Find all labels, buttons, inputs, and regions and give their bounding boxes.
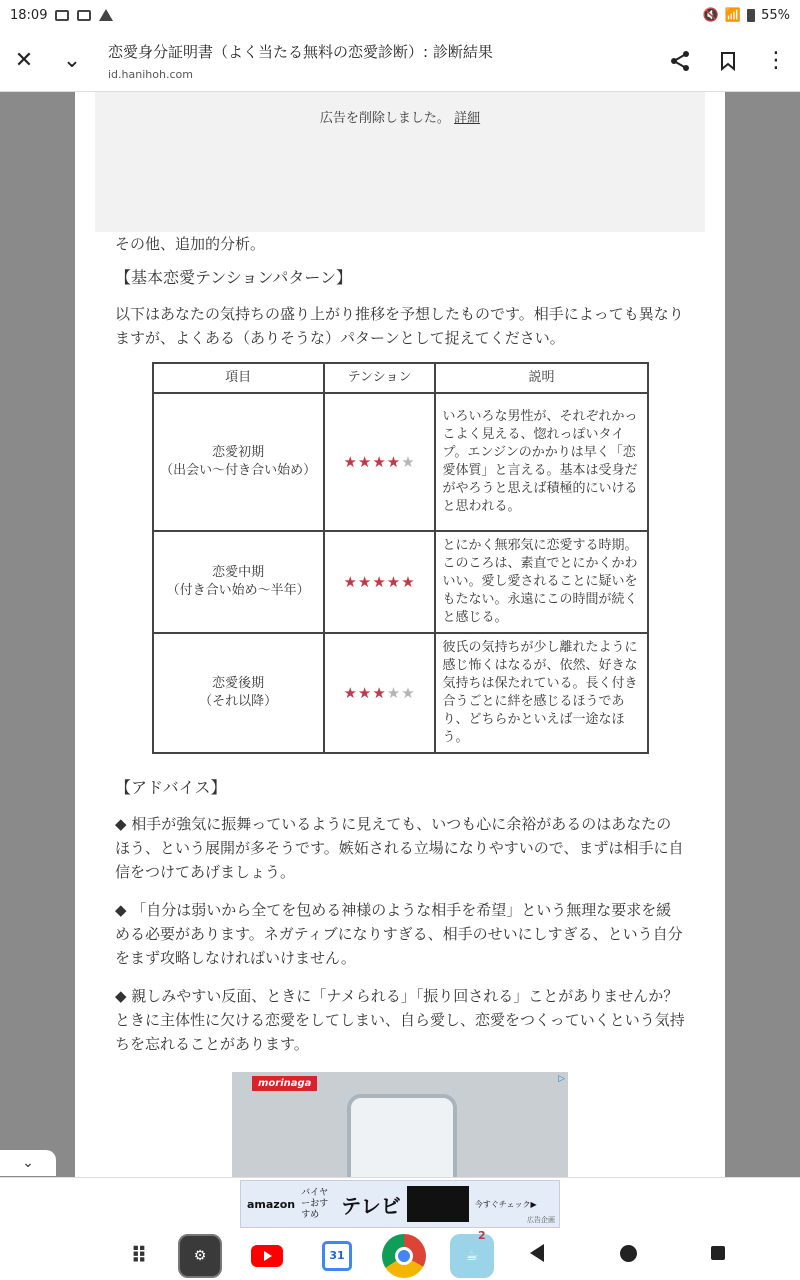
page-title-block[interactable] (96, 41, 656, 81)
advice-section-title: 【アドバイス】 (115, 778, 227, 797)
item-title: 恋愛初期 (212, 445, 265, 460)
warning-icon (99, 9, 113, 21)
ad-details-link[interactable]: 詳細 (454, 111, 481, 126)
table-row (153, 633, 648, 753)
tv-label: テレビ (341, 1193, 401, 1218)
adchoices-icon[interactable]: ▷ (558, 1074, 565, 1084)
more-menu-icon[interactable]: ⋮ (765, 48, 787, 73)
ad-removed-box (95, 92, 705, 232)
advice-item: ◆ 相手が強気に振舞っているように見えても、いつも心に余裕があるのはあなたのほう、という展開が多そうです。嫉妬される立場になりやすいので、まずは相手に自信をつけてあげましょう。 (115, 815, 684, 881)
item-subtitle: （付き合い始め～半年） (166, 583, 310, 598)
ad-label: 広告企画 (527, 1216, 555, 1224)
chevron-down-icon: ⌄ (22, 1155, 34, 1171)
youtube-app-icon[interactable] (245, 1234, 289, 1278)
buyer-recommend-label: バイヤーおすすめ (301, 1187, 329, 1220)
battery-icon (747, 9, 755, 22)
item-cell (153, 531, 324, 633)
page-title: 恋愛身分証明書（よく当たる無料の恋愛診断）: 診断結果 (108, 42, 493, 61)
collapse-ad-button[interactable] (0, 1150, 56, 1176)
item-cell (153, 633, 324, 753)
back-icon[interactable] (530, 1244, 544, 1262)
recents-icon[interactable] (711, 1246, 725, 1260)
share-icon[interactable] (656, 37, 704, 85)
notification-badge: 2 (478, 1229, 486, 1242)
tv-image (407, 1186, 469, 1222)
battery-level: 55% (761, 7, 790, 23)
custom-tab-toolbar (0, 30, 800, 92)
clock: 18:09 (10, 7, 48, 23)
wifi-icon: 📶 (724, 7, 742, 23)
notification-icon (55, 10, 69, 21)
col-header-tension: テンション (324, 363, 436, 393)
description-cell: とにかく無邪気に恋愛する時期。このころは、素直でとにかくかわいい。愛し愛されることに疑いをもたない。永遠にこの時間が続くと感じる。 (435, 531, 647, 633)
advice-item: ◆ 「自分は弱いから全てを包める神様のような相手を希望」という無理な要求を緩める必要があります。ネガティブになりすぎる、相手のせいにしすぎる、という自分をまず攻略しなければいけません。 (115, 901, 683, 967)
table-row (153, 531, 648, 633)
web-page[interactable] (75, 92, 725, 1177)
notification-icon (77, 10, 91, 21)
stars-filled: ★★★★ (343, 453, 402, 471)
stars-empty: ★ (401, 453, 416, 471)
table-header-row (153, 363, 648, 393)
item-cell (153, 393, 324, 531)
star-rating (324, 633, 436, 753)
stars-empty: ★★ (386, 684, 416, 702)
home-icon[interactable] (620, 1245, 637, 1262)
other-analysis-text: その他、追加的分析。 (115, 235, 266, 253)
calendar-app-icon[interactable] (315, 1234, 359, 1278)
description-cell: 彼氏の気持ちが少し離れたように感じ怖くはなるが、依然、好きな気持ちは保たれている。長く付き合うごとに絆を感じるほうであり、どちらかといえば一途なほう。 (435, 633, 647, 753)
morinaga-logo: morinaga (252, 1076, 317, 1091)
ad-removed-text: 広告を削除しました。 (319, 111, 450, 126)
chevron-down-icon[interactable]: ⌄ (62, 48, 82, 73)
mute-icon: 🔇 (702, 7, 719, 23)
bookmark-icon[interactable] (704, 37, 752, 85)
app-drawer-icon[interactable]: ⠿ (130, 1243, 148, 1269)
status-bar (0, 0, 800, 30)
table-row (153, 393, 648, 531)
col-header-item: 項目 (153, 363, 324, 393)
tension-section-title: 【基本恋愛テンションパターン】 (115, 268, 353, 287)
calendar-day: 31 (322, 1241, 352, 1271)
star-rating (324, 393, 436, 531)
jar-image (347, 1094, 457, 1177)
item-title: 恋愛中期 (212, 565, 265, 580)
page-url: id.hanihoh.com (108, 67, 193, 81)
item-subtitle: （出会い～付き合い始め） (160, 463, 317, 478)
item-title: 恋愛後期 (212, 676, 265, 691)
check-now-button[interactable]: 今すぐチェック▶ (474, 1199, 537, 1209)
star-rating (324, 531, 436, 633)
anchor-ad-area (0, 1177, 800, 1229)
amazon-logo: amazon (247, 1197, 296, 1211)
close-icon[interactable]: ✕ (14, 48, 34, 73)
amazon-tv-banner-ad[interactable] (240, 1180, 560, 1228)
description-cell: いろいろな男性が、それぞれかっこよく見える、惚れっぽいタイプ。エンジンのかかりは早く「恋愛体質」と言える。基本は受身だがやろうと思えば積極的にいけると思われる。 (435, 393, 647, 531)
tension-table (152, 362, 649, 754)
advice-item: ◆ 親しみやすい反面、ときに「ナメられる」「振り回される」ことがありませんか？ときに主体性に欠ける恋愛をしてしまい、自ら愛し、恋愛をつくっていくという気持ちを忘れることがあります。 (115, 987, 685, 1053)
chrome-app-icon[interactable] (382, 1234, 426, 1278)
advice-list (115, 812, 685, 1056)
stars-filled: ★★★ (343, 684, 387, 702)
col-header-description: 説明 (435, 363, 647, 393)
stars-filled: ★★★★★ (343, 573, 416, 591)
settings-app-icon[interactable]: ⚙ (178, 1234, 222, 1278)
tension-intro: 以下はあなたの気持ちの盛り上がり推移を予想したものです。相手によっても異なりますが、よくある（ありそうな）パターンとして捉えてください。 (115, 305, 684, 347)
cup-app-icon[interactable]: ☕ (450, 1234, 494, 1278)
item-subtitle: （それ以降） (199, 694, 278, 709)
inline-video-ad[interactable] (232, 1072, 568, 1177)
